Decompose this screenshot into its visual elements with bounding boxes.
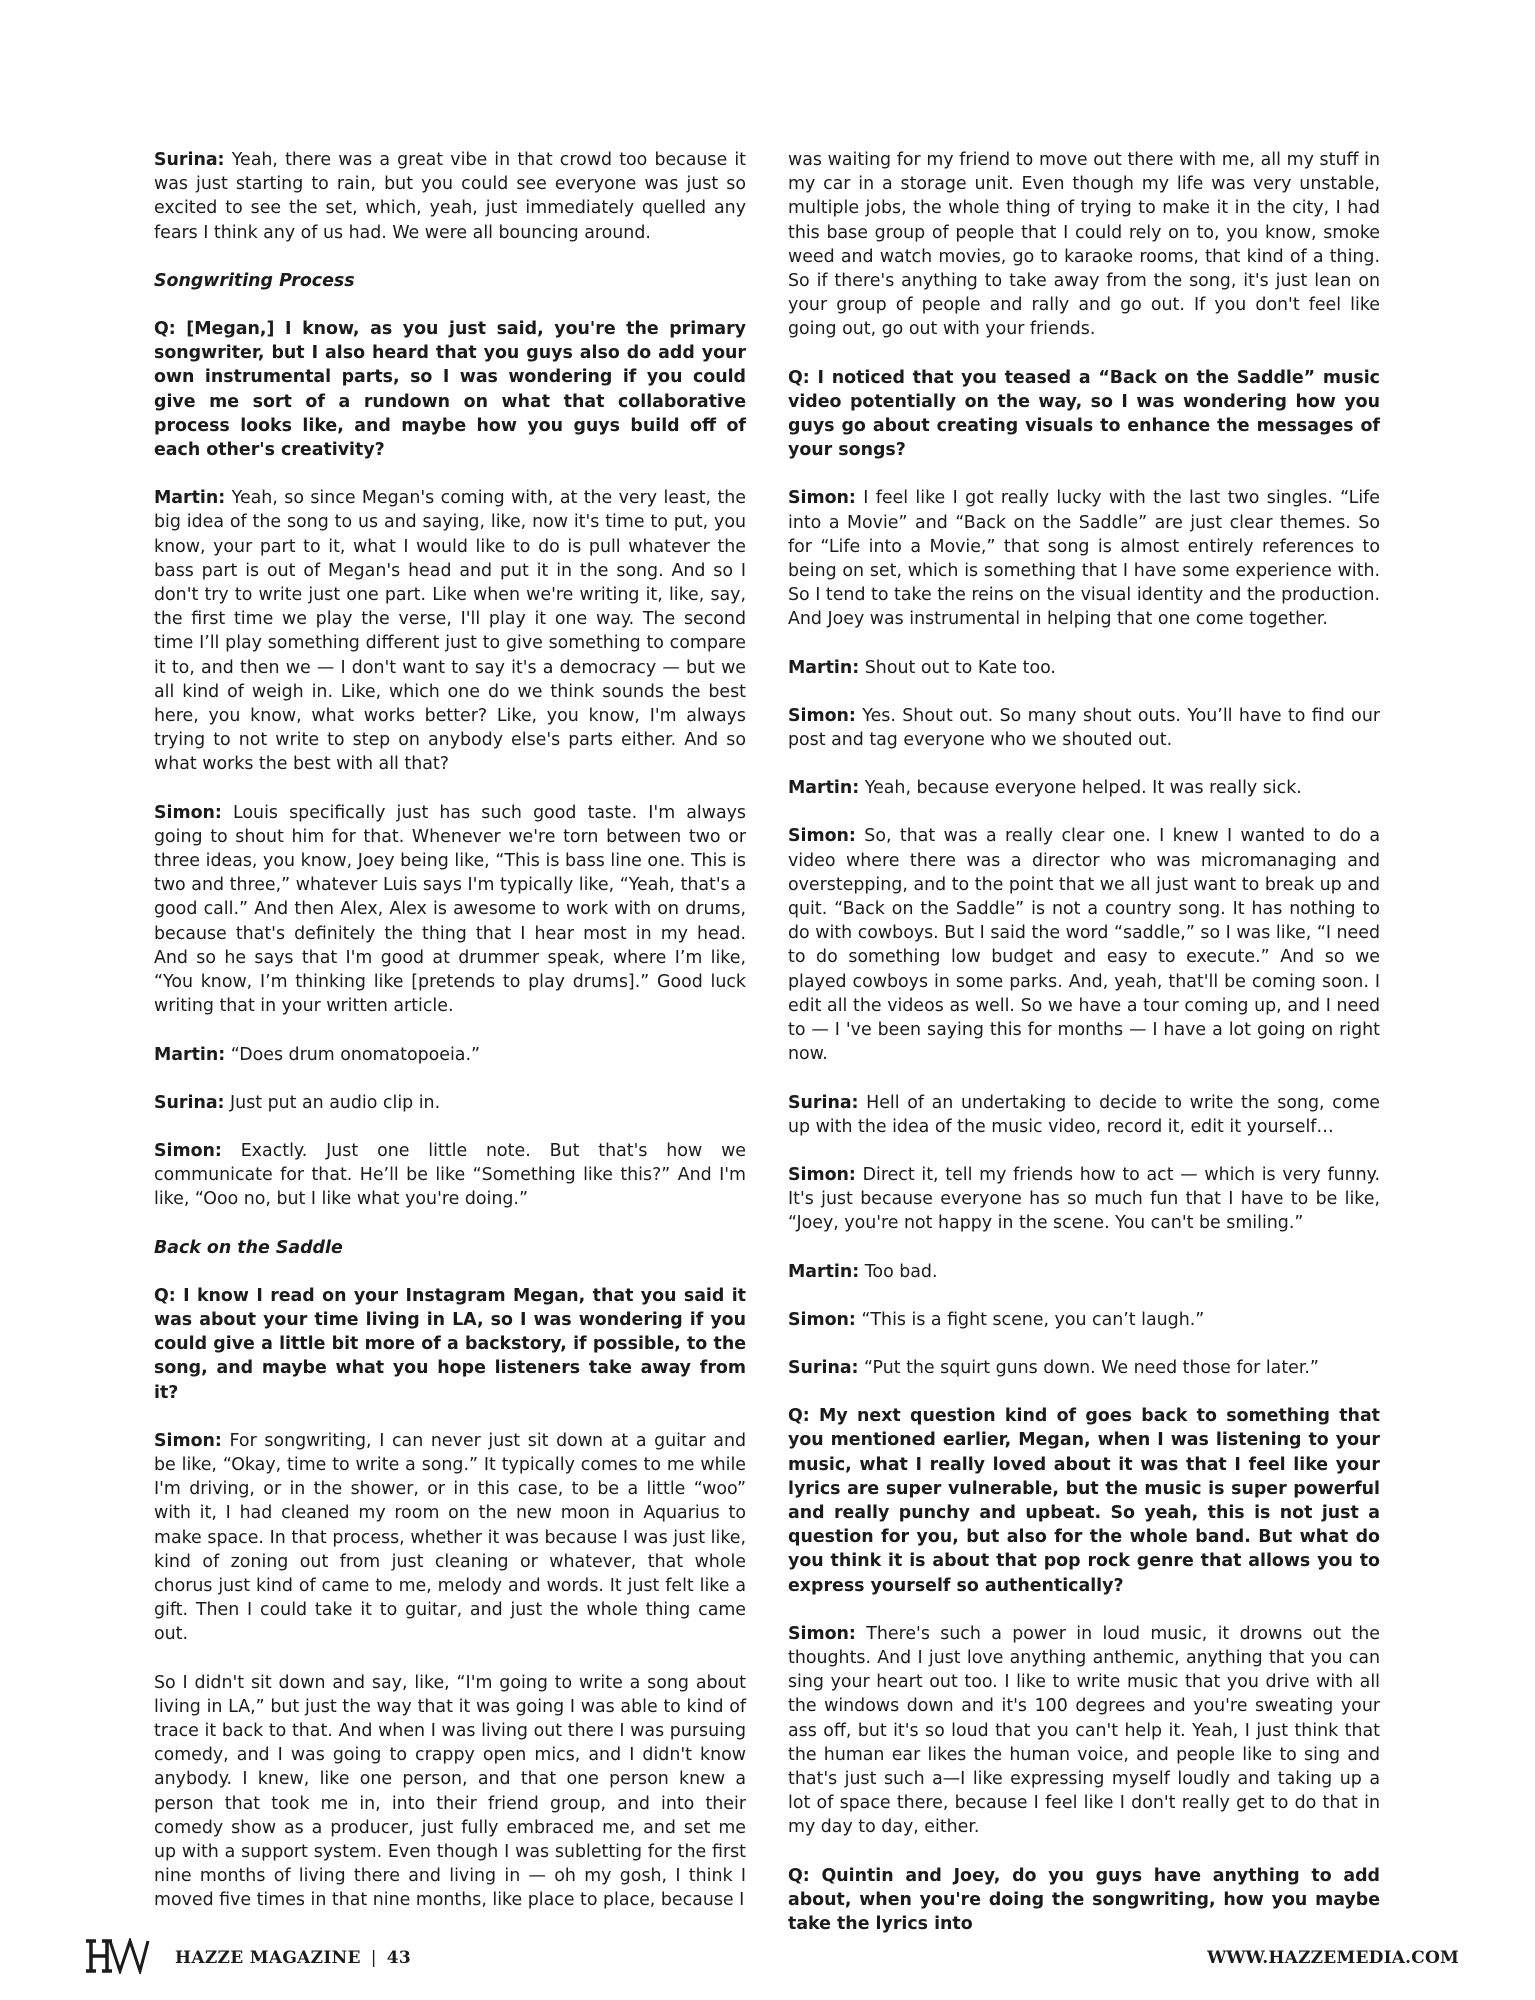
page-number: 43 <box>386 1948 412 1968</box>
website-link[interactable]: WWW.HAZZEMEDIA.COM <box>1207 1948 1459 1968</box>
answer-paragraph <box>154 486 746 776</box>
speaker-name: Martin: <box>788 657 860 678</box>
answer-text: I feel like I got really lucky with the last two singles. “Life into a Movie” and “Back on the Saddle” are just clear themes. So for “Life into a Movie,” that song is almost entirely references to being on set, which is something that I have some experience with. So I tend to take the reins on the visual identity and the production. And Joey was instrumental in helping that one come together. <box>788 488 1380 630</box>
interview-question: Q: I know I read on your Instagram Megan, that you said it was about your time living in LA, so I was wondering if you could give a little bit more of a backstory, if possible, to the song, and maybe what you hope listeners take away from it? <box>154 1285 746 1403</box>
speaker-name: Simon: <box>788 1164 856 1185</box>
answer-text: Just put an audio clip in. <box>230 1092 441 1113</box>
answer-text: For songwriting, I can never just sit down at a guitar and be like, “Okay, time to write a song.” It typically comes to me while I'm driving, or in the shower, or in this case, to be a little “woo” with it, I had cleaned my room on the new moon in Aquarius to make space. In that process, whether it was because I was just like, kind of zoning out from just cleaning or whatever, that whole chorus just kind of came to me, melody and words. It just felt like a gift. Then I could take it to guitar, and just the whole thing came out. <box>154 1430 747 1645</box>
answer-text: Yes. Shout out. So many shout outs. You’ll have to find our post and tag everyone who we shouted out. <box>788 705 1380 751</box>
speaker-name: Surina: <box>154 1092 225 1113</box>
answer-text: There's such a power in loud music, it drowns out the thoughts. And I just love anything anthemic, anything that you can sing your heart out too. I like to write music that you drive with all the windows down and it's 100 degrees and you're sweating your ass off, but it's so loud that you can't help it. Yeah, I just think that the human ear likes the human voice, and people like to sing and that's just such a—I like expressing myself loudly and taking up a lot of space there, because I feel like I don't really get to do that in my day to day, either. <box>788 1623 1381 1838</box>
footer-separator: | <box>370 1948 377 1968</box>
answer-paragraph <box>788 704 1380 752</box>
speaker-name: Simon: <box>788 705 856 726</box>
answer-paragraph <box>154 1139 746 1212</box>
answer-text: So I didn't sit down and say, like, “I'm going to write a song about living in LA,” but just the way that it was going I was able to kind of trace it back to that. And when I was living out there I was pursuing comedy, and I was going to crappy open mics, and I didn't know anybody. I knew, like one person, and that one person knew a person that took me in, into their friend group, and into their comedy show as a producer, just fully embraced me, and set me up with a support system. Even though I was subletting for the first nine months of living there and living in — oh my gosh, I think I moved five times in that nine months, like place to place, because I <box>154 1672 746 1911</box>
answer-paragraph <box>788 1356 1380 1380</box>
answer-text: Shout out to Kate too. <box>864 657 1056 678</box>
answer-paragraph <box>788 486 1380 631</box>
speaker-name: Simon: <box>154 1430 222 1451</box>
speaker-name: Simon: <box>788 488 856 509</box>
hazze-logo-icon <box>84 1938 150 1974</box>
answer-paragraph <box>788 1163 1380 1236</box>
interview-question: Q: I noticed that you teased a “Back on the Saddle” music video potentially on the way, so I was wondering how you guys go about creating visuals to enhance the messages of your songs? <box>788 367 1380 461</box>
speaker-name: Simon: <box>788 826 856 847</box>
footer-magazine-info <box>175 1948 411 1968</box>
speaker-name: Surina: <box>788 1092 859 1113</box>
answer-paragraph <box>788 1622 1380 1840</box>
answer-text: was waiting for my friend to move out there with me, all my stuff in my car in a storage unit. Even though my life was very unstable, multiple jobs, the whole thing of trying to make it in the city, I had this base group of people that I could rely on to, you know, smoke weed and watch movies, go to karaoke rooms, that kind of a thing. So if there's anything to take away from the song, it's just lean on your group of people and rally and go out. If you don't feel like going out, go out with your friends. <box>788 150 1380 340</box>
answer-paragraph <box>154 1429 746 1647</box>
answer-text: Louis specifically just has such good taste. I'm always going to shout him for that. Whenever we're torn between two or three ideas, you know, Joey being like, “This is bass line one. This is two and three,” whatever Luis says I'm typically like, “Yeah, that's a good call.” And then Alex, Alex is awesome to work with on drums, because that's definitely the thing that I hear most in my head. And so he says that I'm good at drummer speak, where I’m like, “You know, I’m thinking like [pretends to play drums].” Good luck writing that in your written article. <box>154 802 746 1017</box>
speaker-name: Simon: <box>788 1309 856 1330</box>
answer-paragraph <box>788 1308 1380 1332</box>
speaker-name: Simon: <box>788 1623 856 1644</box>
left-column <box>154 148 746 1937</box>
answer-paragraph <box>154 1091 746 1115</box>
speaker-name: Martin: <box>154 1044 226 1065</box>
speaker-name: Martin: <box>788 1261 860 1282</box>
answer-paragraph <box>788 776 1380 800</box>
interview-question: Q: [Megan,] I know, as you just said, you're the primary songwriter, but I also heard that you guys also do add your own instrumental parts, so I was wondering if you could give me sort of a rundown on what that collaborative process looks like, and maybe how you guys build off of each other's creativity? <box>154 319 746 461</box>
speaker-name: Simon: <box>154 802 222 823</box>
section-heading: Back on the Saddle <box>154 1237 343 1258</box>
answer-paragraph <box>788 1091 1380 1139</box>
answer-text: Yeah, because everyone helped. It was really sick. <box>864 778 1302 799</box>
answer-text: Yeah, there was a great vibe in that crowd too because it was just starting to rain, but you could see everyone was just so excited to see the set, which, yeah, just immediately quelled any fears I think any of us had. We were all bouncing around. <box>154 150 746 243</box>
answer-text: Exactly. Just one little note. But that's how we communicate for that. He’ll be like “Something like this?” And I'm like, “Ooo no, but I like what you're doing.” <box>154 1140 746 1210</box>
answer-paragraph <box>154 1671 746 1913</box>
speaker-name: Martin: <box>154 488 226 509</box>
page-footer <box>0 1938 1535 1978</box>
answer-paragraph <box>154 801 746 1019</box>
speaker-name: Simon: <box>154 1140 222 1161</box>
speaker-name: Surina: <box>154 150 225 170</box>
answer-paragraph <box>788 148 1380 342</box>
answer-text: So, that was a really clear one. I knew I wanted to do a video where there was a director who was micromanaging and overstepping, and to the point that we all just want to break up and quit. “Back on the Saddle” is not a country song. It has nothing to do with cowboys. But I said the word “saddle,” so I was like, “I need to do something low budget and easy to execute.” And so we played cowboys in some parks. And, yeah, that'll be coming soon. I edit all the videos as well. So we have a tour coming up, and I need to — I 've been saying this for months — I have a lot going on right now. <box>788 826 1380 1065</box>
speaker-name: Martin: <box>788 778 860 799</box>
section-heading: Songwriting Process <box>154 270 355 291</box>
answer-paragraph <box>154 1043 746 1067</box>
answer-text: “Does drum onomatopoeia.” <box>230 1044 480 1065</box>
right-column <box>788 148 1380 1960</box>
interview-question: Q: Quintin and Joey, do you guys have anything to add about, when you're doing the songwriting, how you maybe take the lyrics into <box>788 1865 1380 1934</box>
magazine-name: HAZZE MAGAZINE <box>175 1948 361 1968</box>
answer-paragraph <box>788 1260 1380 1284</box>
answer-text: Hell of an undertaking to decide to write the song, come up with the idea of the music video, record it, edit it yourself… <box>788 1092 1380 1137</box>
answer-paragraph <box>154 148 746 245</box>
speaker-name: Surina: <box>788 1357 859 1378</box>
answer-text: Too bad. <box>864 1261 938 1282</box>
answer-text: “This is a fight scene, you can’t laugh.” <box>861 1309 1205 1330</box>
answer-paragraph <box>788 656 1380 680</box>
answer-text: “Put the squirt guns down. We need those for later.” <box>864 1357 1319 1378</box>
answer-text: Yeah, so since Megan's coming with, at the very least, the big idea of the song to us and saying, like, now it's time to put, you know, your part to it, what I would like to do is pull whatever the bass part is out of Megan's head and put it in the song. And so I don't try to write just one part. Like when we're writing it, like, say, the first time we play the verse, I'll play it one way. The second time I’ll play something different just to give something to compare it to, and then we — I don't want to say it's a democracy — but we all kind of weigh in. Like, which one do we think sounds the best here, you know, what works better? Like, you know, I'm always trying to not write to step on anybody else's parts either. And so what works the best with all that? <box>154 488 746 775</box>
answer-text: Direct it, tell my friends how to act — which is very funny. It's just because everyone has so much fun that I have to be like, “Joey, you're not happy in the scene. You can't be smiling.” <box>788 1164 1380 1234</box>
interview-question: Q: My next question kind of goes back to something that you mentioned earlier, Megan, when I was listening to your music, what I really loved about it was that I feel like your lyrics are super vulnerable, but the music is super powerful and really punchy and upbeat. So yeah, this is not just a question for you, but also for the whole band. But what do you think it is about that pop rock genre that allows you to express yourself so authentically? <box>788 1406 1380 1596</box>
answer-paragraph <box>788 824 1380 1066</box>
